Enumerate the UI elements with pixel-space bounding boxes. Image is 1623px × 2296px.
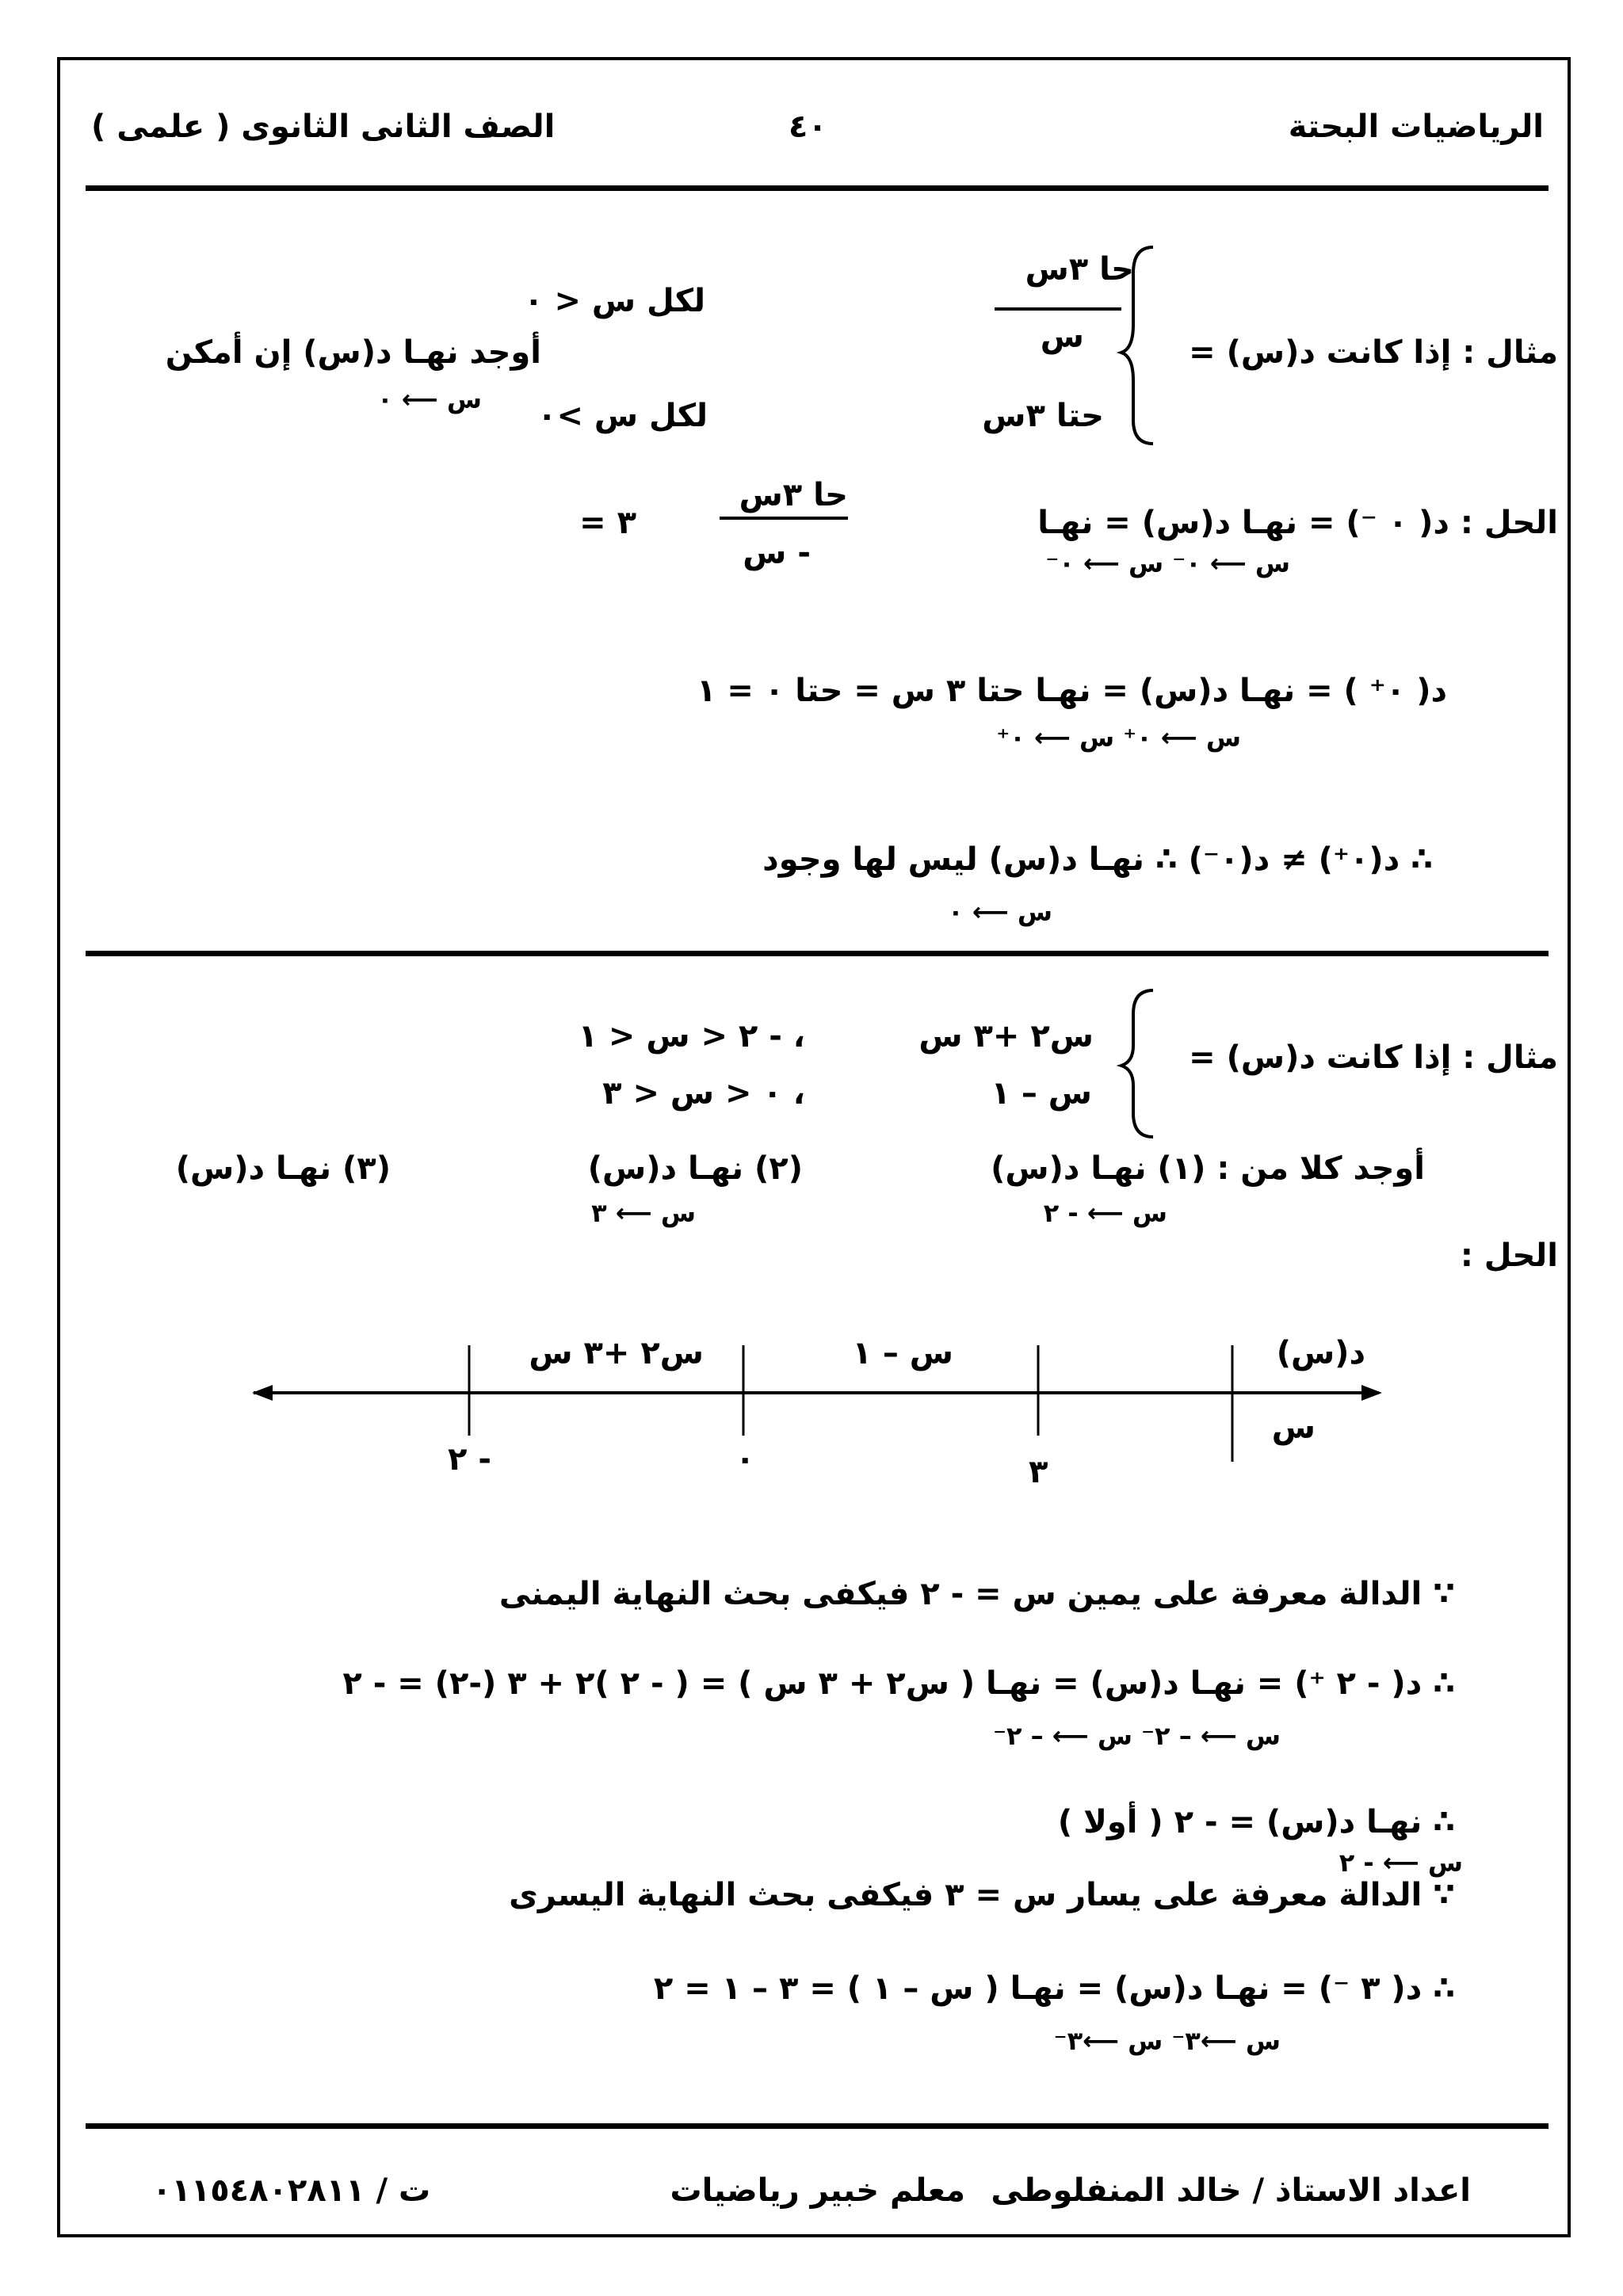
example1-case1-num: حا ٣س: [1025, 251, 1134, 288]
example1-case2-cond: لكل س >٠: [537, 398, 708, 434]
example2-case2-expr: س – ١: [991, 1075, 1092, 1112]
example1-task: أوجد نهـا د(س) إن أمكن: [165, 334, 541, 371]
numberline-label-x: س: [1271, 1409, 1316, 1446]
solution1-frac-num: حا ٣س: [739, 477, 848, 513]
header-page-number: ٤٠: [789, 109, 827, 145]
example2-solution-label: الحل :: [1460, 1238, 1558, 1274]
example1-case1-cond: لكل س < ٠: [524, 283, 705, 319]
footer-rule: [86, 2123, 1549, 2129]
solution1-line1-sub: س ⟵ ٠⁻ س ⟵ ٠⁻: [1045, 548, 1290, 578]
numberline-arrow-left: [252, 1385, 273, 1401]
numberline-seg1: س – ١: [852, 1335, 953, 1371]
header-grade: الصف الثانى الثانوى ( علمى ): [91, 109, 556, 145]
example2-task3: (٣) نهـا د(س): [175, 1150, 391, 1187]
example2-case1-cond: ، - ٢ < س < ١: [578, 1018, 805, 1055]
example2-task2: (٢) نهـا د(س): [587, 1150, 803, 1187]
numberline-arrow-right: [1361, 1385, 1382, 1401]
example2-task-sub1: س ⟵ - ٢: [1043, 1198, 1167, 1228]
solution1-line1: الحل : د( ٠ ⁻) = نهـا د(س) = نهـا: [1037, 505, 1558, 541]
example2-label: مثال : إذا كانت د(س) =: [1189, 1039, 1558, 1076]
footer-title: معلم خبير رياضيات: [670, 2172, 965, 2209]
solution1-line2: د( ٠⁺ ) = نهـا د(س) = نهـا حتا ٣ س = حتا ٠ = ١: [697, 673, 1447, 709]
solution2-line2-sub: س ⟵ – ٢⁻ س ⟵ – ٢⁻: [993, 1721, 1281, 1751]
solution1-line2-sub: س ⟵ ٠⁺ س ⟵ ٠⁺: [996, 723, 1241, 753]
footer-phone: ت / ٠١١٥٤٨٠٢٨١١: [152, 2172, 431, 2209]
example1-case1-den: س: [1040, 318, 1084, 355]
example1-task-sub: س ⟵ ٠: [377, 384, 482, 414]
numberline-label-dx: د(س): [1276, 1335, 1365, 1371]
solution1-line1-result: = ٣: [579, 505, 636, 541]
section-rule: [86, 951, 1549, 956]
solution1-line3: ∴ د(٠⁺) ≠ د(٠⁻) ∴ نهـا د(س) ليس لها وجود: [762, 841, 1433, 878]
example2-task-sub2: س ⟵ ٣: [591, 1198, 696, 1228]
header-subject: الرياضيات البحتة: [1288, 109, 1544, 145]
solution1-frac-line: [720, 517, 848, 520]
example2-brace: [1121, 990, 1153, 1137]
example2-case1-expr: س٢ +٣ س: [918, 1018, 1094, 1055]
numberline-tick-0-label: ٠: [735, 1441, 755, 1478]
numberline-seg2: س٢ +٣ س: [529, 1335, 704, 1371]
solution2-line2: ∴ د( - ٢ ⁺) = نهـا د(س) = نهـا ( س٢ + ٣ س ) = ( - ٢ )٢ + ٣ (-٢) = - ٢: [342, 1665, 1455, 1702]
solution2-line3: ∴ نهـا د(س) = - ٢ ( أولا ): [1057, 1804, 1455, 1840]
solution2-line3-sub: س ⟵ - ٢: [1338, 1848, 1463, 1878]
example2-case2-cond: ، ٠ < س < ٣: [602, 1075, 805, 1112]
solution1-line3-sub: س ⟵ ٠: [948, 897, 1052, 927]
example1-frac-line: [995, 307, 1121, 311]
example1-label: مثال : إذا كانت د(س) =: [1189, 334, 1558, 371]
solution2-line5: ∴ د( ٣ ⁻) = نهـا د(س) = نهـا ( س – ١ ) = ٣ – ١ = ٢: [653, 1970, 1455, 2007]
example2-task: أوجد كلا من : (١) نهـا د(س): [991, 1150, 1425, 1187]
solution1-frac-den: - س: [743, 535, 811, 571]
numberline-tick-m2-label: ٢ -: [448, 1441, 491, 1478]
footer-author: اعداد الاستاذ / خالد المنفلوطى: [991, 2172, 1471, 2209]
example1-case2-expr: حتا ٣س: [982, 398, 1104, 434]
numberline-tick-3-label: ٣: [1029, 1454, 1048, 1490]
solution2-line5-sub: س ⟵٣⁻ س ⟵٣⁻: [1053, 2026, 1281, 2056]
solution2-line4: ∵ الدالة معرفة على يسار س = ٣ فيكفى بحث النهاية اليسرى: [509, 1877, 1455, 1913]
solution2-line1: ∵ الدالة معرفة على يمين س = - ٢ فيكفى بحث النهاية اليمنى: [498, 1576, 1455, 1612]
